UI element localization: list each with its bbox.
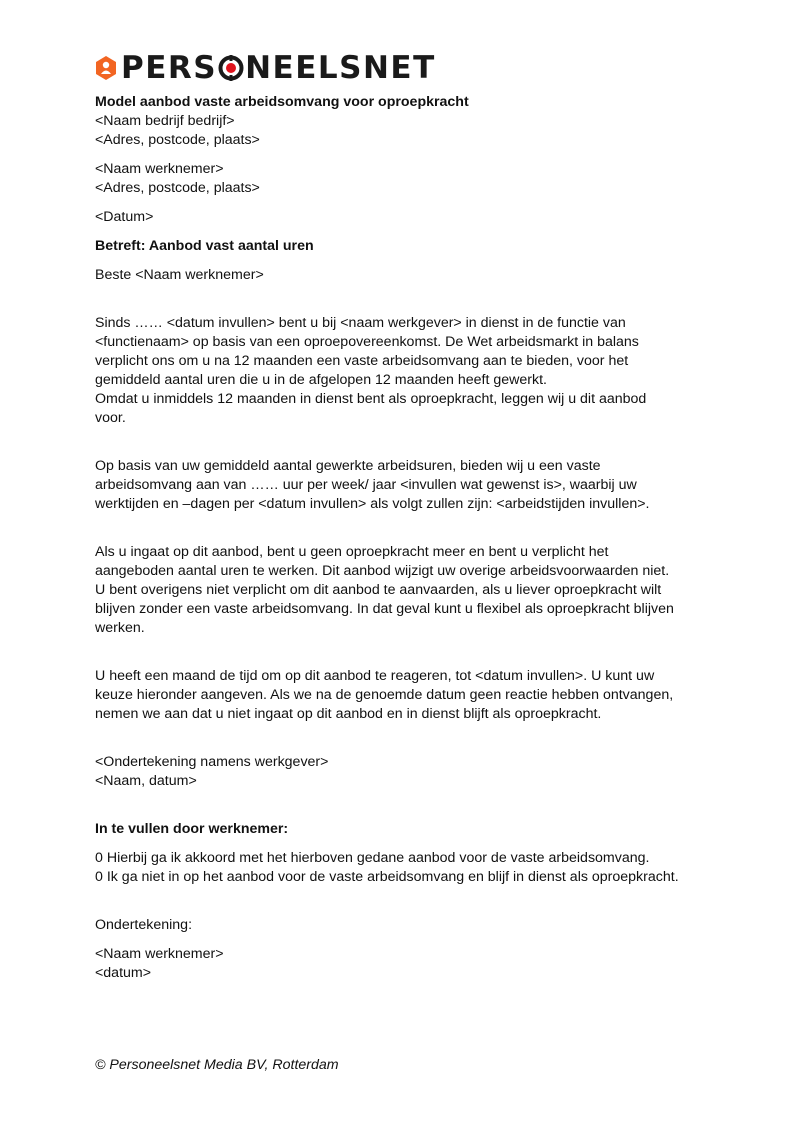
paragraph-line: voor. [95, 410, 126, 426]
option-decline: 0 Ik ga niet in op het aanbod voor de vaste arbeidsomvang en blijf in dienst als oproepkracht. [95, 869, 679, 885]
option-accept: 0 Hierbij ga ik akkoord met het hierboven gedane aanbod voor de vaste arbeidsomvang. [95, 850, 650, 866]
paragraph-line: Sinds …… <datum invullen> bent u bij <naam werkgever> in dienst in de functie van [95, 315, 626, 331]
logo-wordmark [121, 49, 436, 86]
paragraph-line: keuze hieronder aangeven. Als we na de genoemde datum geen reactie hebben ontvangen, [95, 687, 674, 703]
paragraph-line: verplicht ons om u na 12 maanden een vaste arbeidsomvang aan te bieden, voor het [95, 353, 629, 369]
logo-badge-icon [95, 56, 117, 80]
paragraph-line: nemen we aan dat u niet ingaat op dit aanbod en in dienst blijft als oproepkracht. [95, 706, 602, 722]
document-title: Model aanbod vaste arbeidsomvang voor oproepkracht [95, 94, 469, 110]
sender-block [95, 112, 715, 150]
paragraph-2 [95, 457, 715, 514]
personeelsnet-logo [95, 50, 436, 86]
signature-label: Ondertekening: [95, 917, 193, 933]
recipient-name: <Naam werknemer> [95, 161, 224, 177]
logo-text-start: PERS [121, 49, 218, 86]
paragraph-line: U heeft een maand de tijd om op dit aanbod te reageren, tot <datum invullen>. U kunt uw [95, 668, 655, 684]
paragraph-4 [95, 667, 715, 724]
paragraph-line: <functienaam> op basis van een oproepovereenkomst. De Wet arbeidsmarkt in balans [95, 334, 639, 350]
employee-section-heading: In te vullen door werknemer: [95, 821, 289, 837]
date-placeholder: <Datum> [95, 209, 154, 225]
paragraph-line: Op basis van uw gemiddeld aantal gewerkte arbeidsuren, bieden wij u een vaste [95, 458, 601, 474]
paragraph-line: Omdat u inmiddels 12 maanden in dienst bent als oproepkracht, leggen wij u dit aanbod [95, 391, 647, 407]
logo-target-icon [218, 55, 244, 81]
employer-signature-line: <Ondertekening namens werkgever> [95, 754, 329, 770]
paragraph-line: werken. [95, 620, 145, 636]
employee-date: <datum> [95, 965, 152, 981]
paragraph-line: aangeboden aantal uren te werken. Dit aanbod wijzigt uw overige arbeidsvoorwaarden niet. [95, 563, 670, 579]
paragraph-line: werktijden en –dagen per <datum invullen> als volgt zullen zijn: <arbeidstijden invullen>. [95, 496, 650, 512]
employee-signature-block [95, 945, 715, 983]
logo-text-end: NEELSNET [245, 49, 436, 86]
sender-name: <Naam bedrijf bedrijf> [95, 113, 235, 129]
employee-options [95, 849, 715, 887]
paragraph-line: arbeidsomvang aan van …… uur per week/ jaar <invullen wat gewenst is>, waarbij uw [95, 477, 637, 493]
employer-name-date: <Naam, datum> [95, 773, 197, 789]
employer-signature-block [95, 753, 715, 791]
letter-body [95, 93, 715, 983]
paragraph-1 [95, 314, 715, 428]
employee-name: <Naam werknemer> [95, 946, 224, 962]
subject-line: Betreft: Aanbod vast aantal uren [95, 238, 314, 254]
paragraph-line: Als u ingaat op dit aanbod, bent u geen oproepkracht meer en bent u verplicht het [95, 544, 609, 560]
paragraph-3 [95, 543, 715, 638]
footer-copyright: © Personeelsnet Media BV, Rotterdam [95, 1057, 339, 1073]
recipient-address: <Adres, postcode, plaats> [95, 180, 260, 196]
recipient-block [95, 160, 715, 198]
salutation: Beste <Naam werknemer> [95, 267, 264, 283]
sender-address: <Adres, postcode, plaats> [95, 132, 260, 148]
paragraph-line: gemiddeld aantal uren die u in de afgelopen 12 maanden heeft gewerkt. [95, 372, 547, 388]
paragraph-line: blijven zonder een vaste arbeidsomvang. In dat geval kunt u flexibel als oproepkracht blijven [95, 601, 674, 617]
paragraph-line: U bent overigens niet verplicht om dit aanbod te aanvaarden, als u liever oproepkracht wilt [95, 582, 662, 598]
